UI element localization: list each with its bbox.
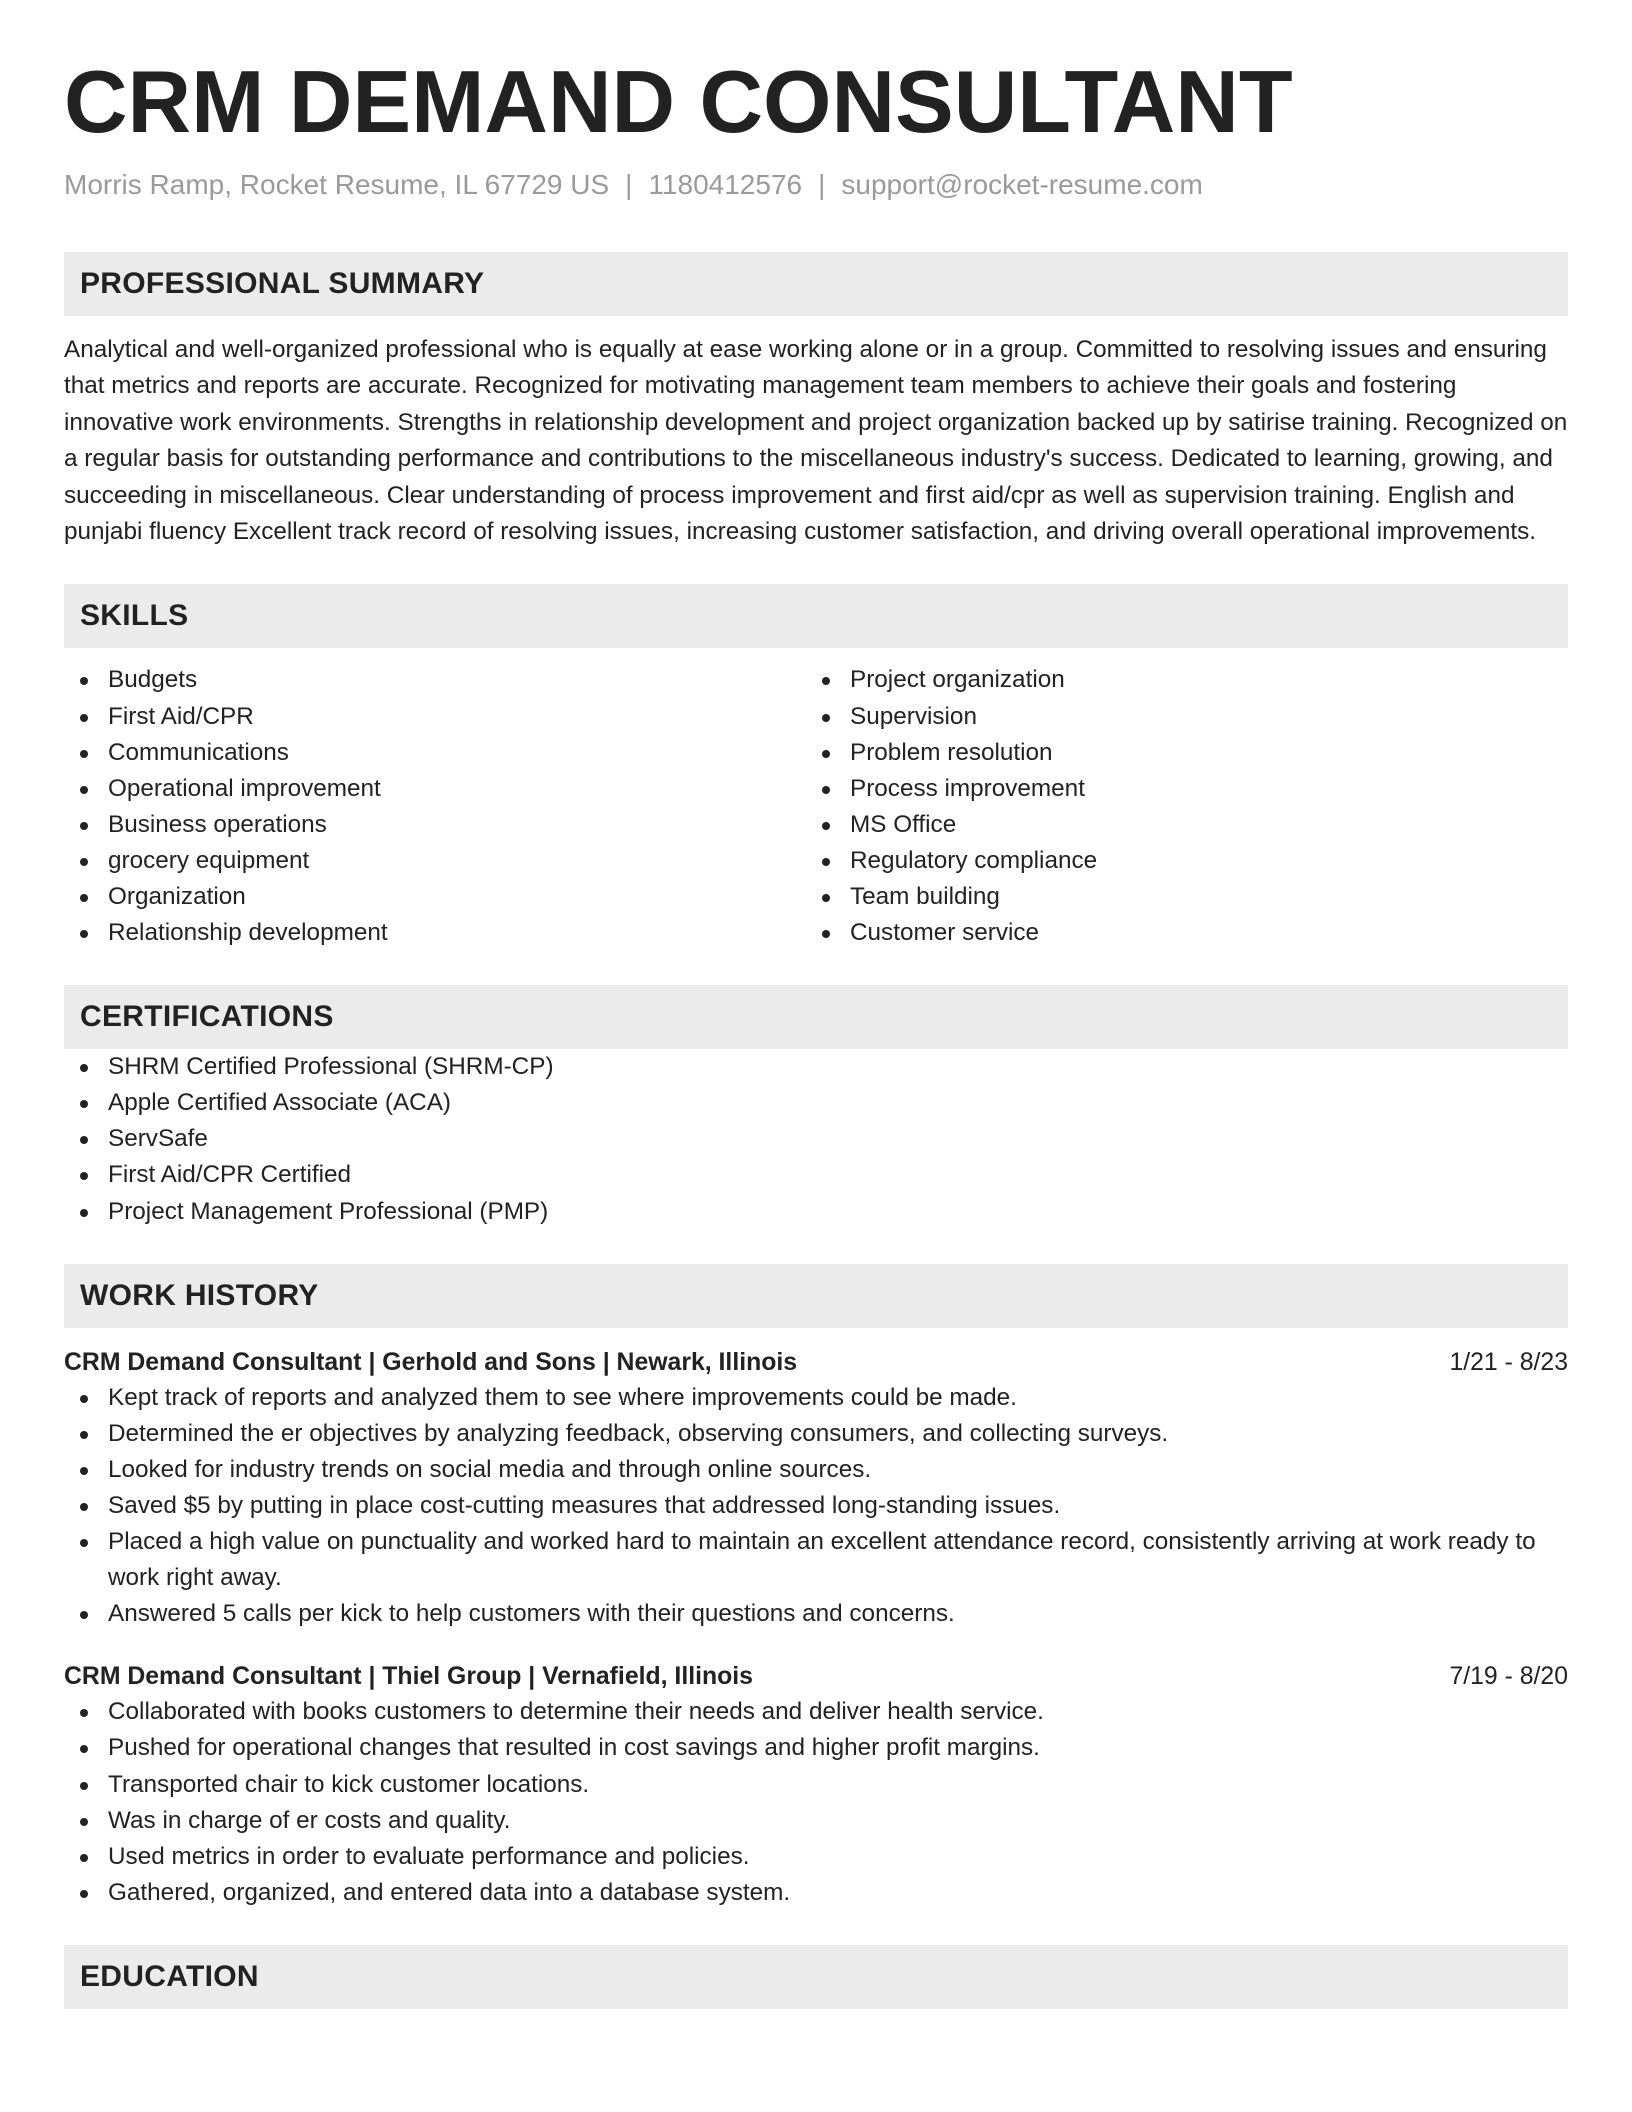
- summary-paragraph: Analytical and well-organized professional who is equally at ease working alone or in a group. Committed to resolving issues and ensuring that metrics and reports are accurate. Recognized for motivating management team members to achieve their goals and fostering innovative work environments. Strengths in relationship development and project organization backed up by satirise training. Recognized on a regular basis for outstanding performance and contributions to the miscellaneous industry's success. Dedicated to learning, growing, and succeeding in miscellaneous. Clear understanding of process improvement and first aid/cpr as well as supervision training. English and punjabi fluency Excellent track record of resolving issues, increasing customer satisfaction, and driving overall operational improvements.: [64, 336, 1568, 546]
- skills-column-right: [806, 662, 1548, 951]
- contact-separator: |: [625, 169, 633, 200]
- certification-item: ServSafe: [64, 1121, 1568, 1157]
- job-bullet: Used metrics in order to evaluate performance and policies.: [64, 1839, 1568, 1875]
- contact-address: Morris Ramp, Rocket Resume, IL 67729 US: [64, 169, 610, 200]
- contact-phone: 1180412576: [648, 169, 803, 200]
- skill-item: Problem resolution: [806, 735, 1548, 771]
- skill-item: Relationship development: [64, 915, 806, 951]
- section-header-education: EDUCATION: [64, 1945, 1568, 2009]
- section-header-work-history: WORK HISTORY: [64, 1264, 1568, 1328]
- job-header: [64, 1346, 1568, 1380]
- skills-list-left: [64, 662, 806, 951]
- job-bullet: Transported chair to kick customer locations.: [64, 1767, 1568, 1803]
- job-bullet: Kept track of reports and analyzed them to see where improvements could be made.: [64, 1380, 1568, 1416]
- skill-item: First Aid/CPR: [64, 699, 806, 735]
- job-title: CRM Demand Consultant | Thiel Group | Vernafield, Illinois: [64, 1663, 753, 1691]
- certification-item: SHRM Certified Professional (SHRM-CP): [64, 1049, 1568, 1085]
- job-bullet: Answered 5 calls per kick to help customers with their questions and concerns.: [64, 1596, 1568, 1632]
- skill-item: Project organization: [806, 662, 1548, 698]
- job-dates: 7/19 - 8/20: [1449, 1663, 1568, 1691]
- job-bullet: Pushed for operational changes that resulted in cost savings and higher profit margins.: [64, 1730, 1568, 1766]
- contact-line: [64, 166, 1568, 204]
- job-dates: 1/21 - 8/23: [1449, 1348, 1568, 1376]
- skill-item: Team building: [806, 879, 1548, 915]
- job-header: [64, 1660, 1568, 1694]
- skill-item: Process improvement: [806, 771, 1548, 807]
- job-bullet: Gathered, organized, and entered data into a database system.: [64, 1875, 1568, 1911]
- job-title: CRM Demand Consultant | Gerhold and Sons | Newark, Illinois: [64, 1348, 798, 1376]
- skills-list-right: [806, 662, 1548, 951]
- job-bullets: [64, 1694, 1568, 1911]
- job-bullet: Saved $5 by putting in place cost-cutting measures that addressed long-standing issues.: [64, 1488, 1568, 1524]
- job-bullet: Collaborated with books customers to determine their needs and deliver health service.: [64, 1694, 1568, 1730]
- job-bullets: [64, 1380, 1568, 1633]
- job-bullet: Determined the er objectives by analyzing feedback, observing consumers, and collecting surveys.: [64, 1416, 1568, 1452]
- certifications-list: [64, 1049, 1568, 1229]
- skill-item: Communications: [64, 735, 806, 771]
- job-bullet: Was in charge of er costs and quality.: [64, 1803, 1568, 1839]
- section-header-skills: SKILLS: [64, 584, 1568, 648]
- job-bullet: Placed a high value on punctuality and worked hard to maintain an excellent attendance record, consistently arriving at work ready to work right away.: [64, 1524, 1568, 1596]
- skill-item: Regulatory compliance: [806, 843, 1548, 879]
- skill-item: Organization: [64, 879, 806, 915]
- skill-item: Budgets: [64, 662, 806, 698]
- skill-item: Business operations: [64, 807, 806, 843]
- skill-item: Operational improvement: [64, 771, 806, 807]
- section-header-certifications: CERTIFICATIONS: [64, 985, 1568, 1049]
- skills-column-left: [64, 662, 806, 951]
- contact-email: support@rocket-resume.com: [841, 169, 1203, 200]
- job-bullet: Looked for industry trends on social media and through online sources.: [64, 1452, 1568, 1488]
- skill-item: grocery equipment: [64, 843, 806, 879]
- skills-columns: [64, 662, 1568, 951]
- section-header-summary: PROFESSIONAL SUMMARY: [64, 252, 1568, 316]
- skill-item: Customer service: [806, 915, 1548, 951]
- skill-item: MS Office: [806, 807, 1548, 843]
- skill-item: Supervision: [806, 699, 1548, 735]
- certification-item: Apple Certified Associate (ACA): [64, 1085, 1568, 1121]
- candidate-name: CRM DEMAND CONSULTANT: [64, 52, 1293, 151]
- certification-item: First Aid/CPR Certified: [64, 1157, 1568, 1193]
- certification-item: Project Management Professional (PMP): [64, 1194, 1568, 1230]
- contact-separator: |: [818, 169, 826, 200]
